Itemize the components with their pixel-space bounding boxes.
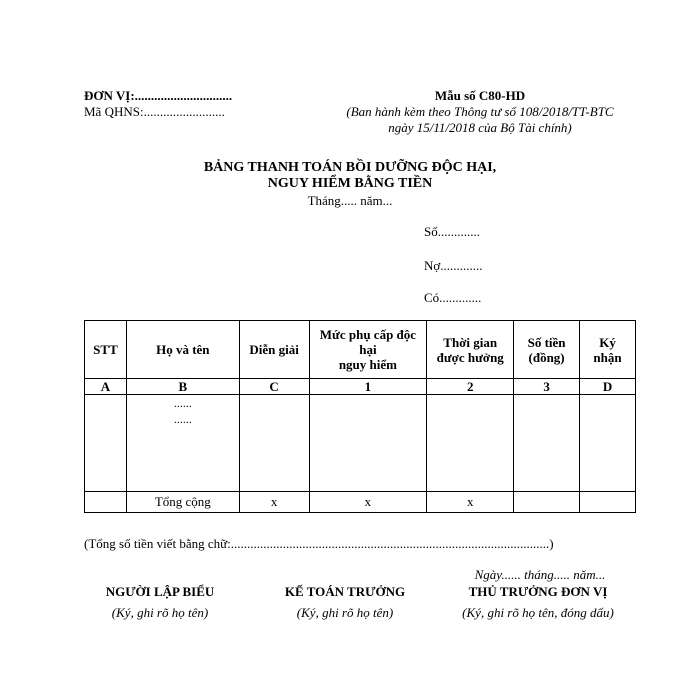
total-cell (85, 492, 127, 513)
month-year-line: Tháng..... năm... (307, 193, 393, 208)
index-cell: C (239, 379, 309, 395)
index-cell: 3 (514, 379, 580, 395)
signature-hint-preparer: (Ký, ghi rõ họ tên) (111, 605, 209, 620)
header-description: Diễn giải (239, 321, 309, 379)
header-eligible-time (427, 321, 514, 379)
placeholder-dots: ...... (173, 412, 192, 426)
table-row (85, 395, 636, 492)
signature-hint-head-of-unit: (Ký, ghi rõ họ tên, đóng dấu) (462, 605, 614, 620)
signature-role-head-of-unit: THỦ TRƯỞNG ĐƠN VỊ (468, 584, 608, 599)
signature-role-chief-accountant: KẾ TOÁN TRƯỞNG (284, 584, 406, 599)
form-legal-date: ngày 15/11/2018 của Bộ Tài chính) (388, 120, 572, 135)
name-placeholder-cell (126, 395, 239, 492)
table-cell (580, 395, 636, 492)
qhns-label: Mã QHNS:......................... (84, 104, 225, 119)
table-cell (309, 395, 427, 492)
date-line: Ngày...... tháng..... năm... (474, 567, 606, 582)
header-signature (580, 321, 636, 379)
header-signature-line1: Ký (599, 334, 616, 350)
unit-label: ĐƠN VỊ:.............................. (84, 88, 233, 103)
total-cell: x (427, 492, 514, 513)
debit-account: Nợ............. (424, 258, 483, 273)
total-label: Tổng cộng (126, 492, 239, 513)
index-cell: 1 (309, 379, 427, 395)
payment-table (84, 320, 636, 513)
total-cell (514, 492, 580, 513)
form-code: Mẫu số C80-HD (434, 88, 526, 103)
header-amount-line2: (đồng) (528, 349, 565, 365)
total-cell: x (239, 492, 309, 513)
total-cell (580, 492, 636, 513)
header-allowance-rate (309, 321, 427, 379)
header-allowance-rate-line1: Mức phụ cấp độc (319, 327, 417, 342)
index-cell: 2 (427, 379, 514, 395)
index-cell: B (126, 379, 239, 395)
placeholder-dots: ...... (173, 396, 192, 410)
table-cell (85, 395, 127, 492)
document-title-line2: NGUY HIỂM BẰNG TIỀN (267, 176, 433, 191)
total-cell: x (309, 492, 427, 513)
header-full-name: Họ và tên (126, 321, 239, 379)
header-amount-line1: Số tiền (527, 334, 566, 350)
header-eligible-time-line2: được hưởng (436, 349, 504, 365)
signature-hint-chief-accountant: (Ký, ghi rõ họ tên) (296, 605, 394, 620)
form-legal-note: (Ban hành kèm theo Thông tư số 108/2018/TT-BTC (346, 104, 614, 119)
voucher-number: Số............. (424, 224, 480, 239)
index-cell: D (580, 379, 636, 395)
index-cell: A (85, 379, 127, 395)
header-eligible-time-line1: Thời gian (443, 334, 498, 350)
table-cell (514, 395, 580, 492)
credit-account: Có............. (424, 290, 482, 305)
total-row (85, 492, 636, 513)
amount-in-words: (Tổng số tiền viết bằng chữ:..................................................................................................) (84, 536, 554, 551)
table-cell (427, 395, 514, 492)
header-stt: STT (85, 321, 127, 379)
document-title-line1: BẢNG THANH TOÁN BỒI DƯỠNG ĐỘC HẠI, (203, 160, 497, 175)
signature-role-preparer: NGƯỜI LẬP BIỂU (105, 584, 215, 599)
header-amount (514, 321, 580, 379)
header-signature-line2: nhận (593, 349, 622, 365)
header-allowance-rate-line3: nguy hiểm (338, 357, 397, 372)
header-allowance-rate-line2: hại (359, 342, 377, 357)
index-row (85, 379, 636, 395)
table-cell (239, 395, 309, 492)
